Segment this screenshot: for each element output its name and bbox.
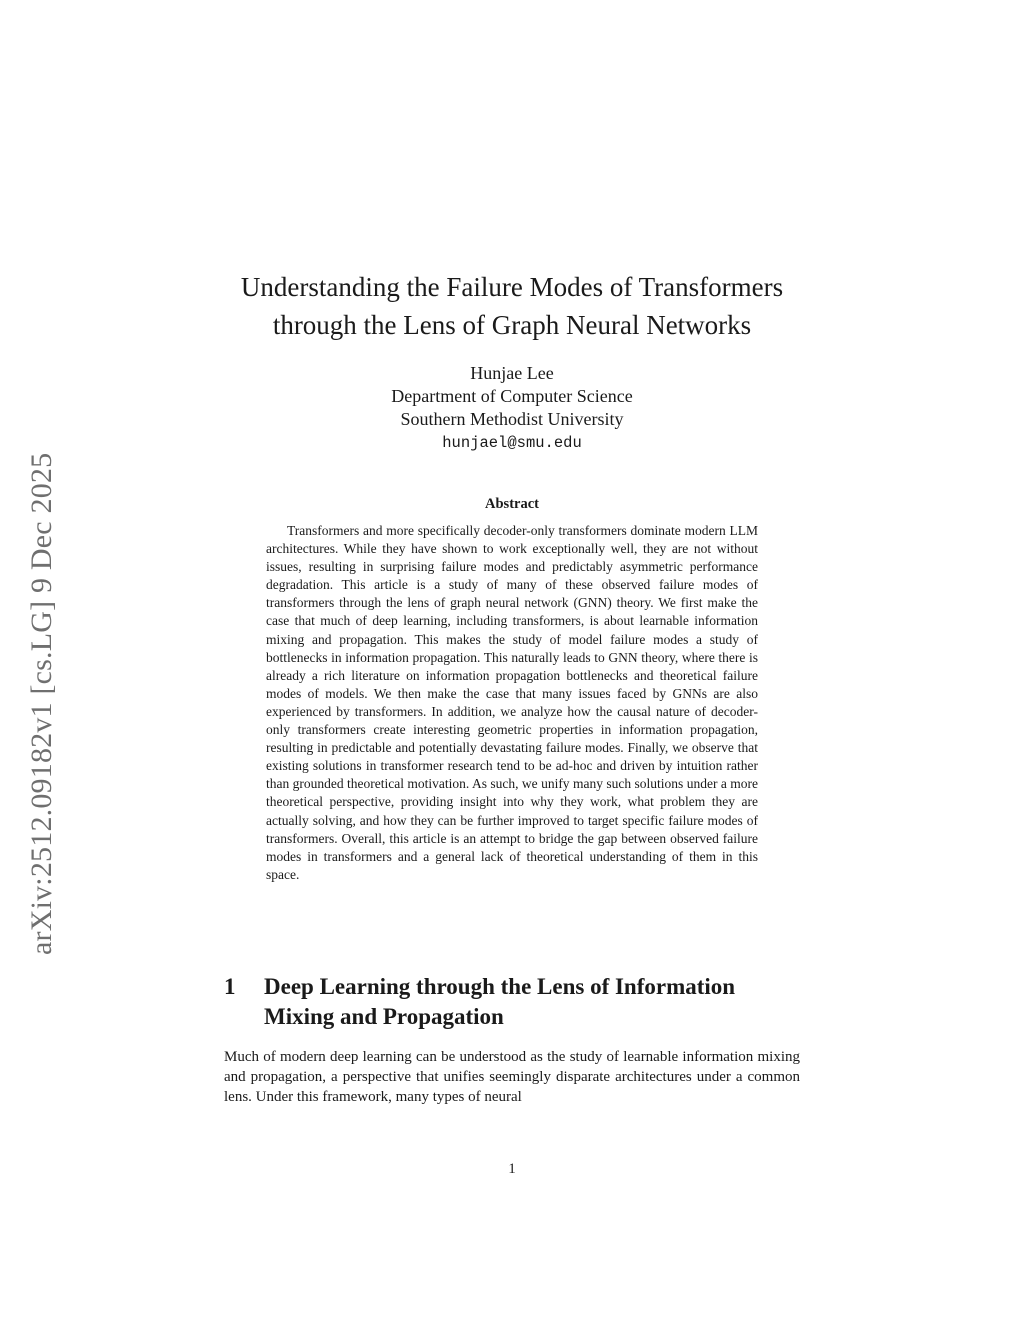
title-line-1: Understanding the Failure Modes of Transformers xyxy=(240,272,784,302)
section-heading xyxy=(224,972,804,1032)
author-department: Department of Computer Science xyxy=(391,386,633,406)
author-name: Hunjae Lee xyxy=(470,363,554,383)
section-body-text: Much of modern deep learning can be understood as the study of learnable information mixing and propagation, a perspective that unifies seemingly disparate architectures under a common lens. Under this framework, many types of neural xyxy=(224,1049,800,1105)
abstract-body: Transformers and more specifically decoder-only transformers dominate modern LLM architectures. While they have shown to work exceptionally well, they are not without issues, resulting in surprising failure modes and predictably asymmetric performance degradation. This article is a study of many of these observed failure modes of transformers through the lens of graph neural network (GNN) theory. We first make the case that much of deep learning, including transformers, is about learnable information mixing and propagation. This makes the study of model failure modes a study of bottlenecks in information propagation. This naturally leads to GNN theory, where there is already a rich literature on information propagation bottlenecks and theoretical failure modes of models. We then make the case that many issues faced by GNNs are also experienced by transformers. In addition, we analyze how the causal nature of decoder-only transformers create interesting geometric properties in information propagation, resulting in predictable and potentially devastating failure modes. Finally, we observe that existing solutions in transformer research tend to be ad-hoc and driven by intuition rather than grounded theoretical motivation. As such, we unify many such solutions under a more theoretical perspective, providing insight into why they work, what problem they are actually solving, and how they can be further improved to target specific failure modes of transformers. Overall, this article is an attempt to bridge the gap between observed failure modes in transformers and a general lack of theoretical understanding of them in this space. xyxy=(266,523,758,882)
arxiv-identifier-text: arXiv:2512.09182v1 [cs.LG] 9 Dec 2025 xyxy=(25,452,58,955)
title-line-2: through the Lens of Graph Neural Networks xyxy=(272,310,752,340)
abstract-heading: Abstract xyxy=(485,496,539,512)
author-university: Southern Methodist University xyxy=(400,409,624,429)
author-block xyxy=(300,362,724,455)
section-number: 1 xyxy=(224,974,236,999)
arxiv-identifier-stamp xyxy=(14,380,70,955)
author-email: hunjael@smu.edu xyxy=(442,434,582,452)
paper-title xyxy=(200,268,824,344)
section-title: Deep Learning through the Lens of Information Mixing and Propagation xyxy=(264,974,736,1029)
page-number: 1 xyxy=(508,1161,516,1177)
